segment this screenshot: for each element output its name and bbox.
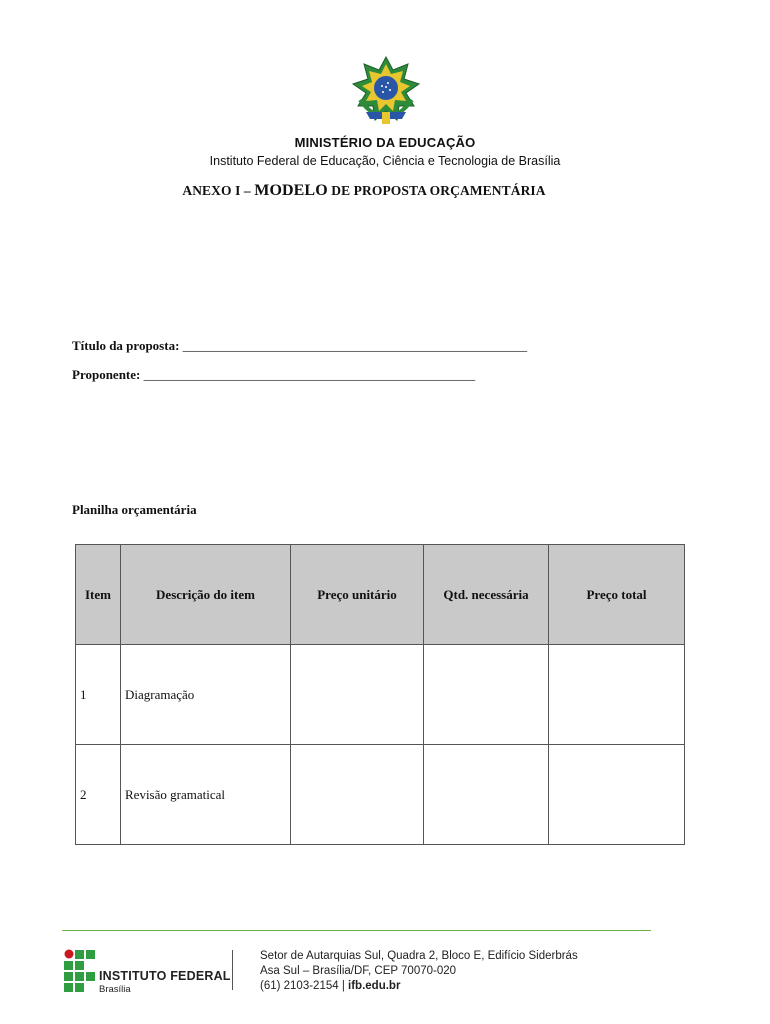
instituto-federal-logo-icon bbox=[64, 949, 96, 993]
proponent-field bbox=[72, 367, 475, 383]
proposal-title-label: Título da proposta: bbox=[72, 338, 183, 353]
footer-website-link[interactable]: ifb.edu.br bbox=[348, 980, 401, 992]
footer-contact-line bbox=[260, 980, 400, 992]
logo-institution-name: INSTITUTO FEDERAL bbox=[99, 969, 231, 983]
table-row bbox=[76, 745, 685, 845]
proposal-title-blank: _____________________________________________________ bbox=[182, 338, 528, 353]
cell-total bbox=[549, 645, 685, 745]
table-row bbox=[76, 645, 685, 745]
document-title bbox=[0, 182, 728, 200]
institute-name: Instituto Federal de Educação, Ciência e Tecnologia de Brasília bbox=[209, 154, 561, 168]
budget-sheet-heading: Planilha orçamentária bbox=[72, 502, 197, 517]
budget-table bbox=[75, 544, 685, 845]
table-header-row bbox=[76, 545, 685, 645]
cell-item: 1 bbox=[76, 645, 121, 745]
column-header-quantity: Qtd. necessária bbox=[424, 545, 549, 645]
proposal-title-field bbox=[72, 338, 527, 354]
annex-suffix: DE PROPOSTA ORÇAMENTÁRIA bbox=[327, 183, 546, 198]
footer-phone: (61) 2103-2154 | bbox=[260, 980, 349, 992]
cell-unit-price bbox=[291, 645, 424, 745]
column-header-description: Descrição do item bbox=[121, 545, 291, 645]
proponent-blank: ___________________________________________________ bbox=[143, 367, 476, 382]
cell-item: 2 bbox=[76, 745, 121, 845]
cell-quantity bbox=[424, 645, 549, 745]
cell-description: Diagramação bbox=[121, 645, 291, 745]
ministry-title: MINISTÉRIO DA EDUCAÇÃO bbox=[294, 135, 476, 150]
annex-emphasis: MODELO bbox=[254, 182, 328, 199]
footer-separator bbox=[232, 950, 233, 990]
cell-unit-price bbox=[291, 745, 424, 845]
cell-quantity bbox=[424, 745, 549, 845]
footer-address-line-2: Asa Sul – Brasília/DF, CEP 70070-020 bbox=[260, 965, 457, 977]
column-header-total-price: Preço total bbox=[549, 545, 685, 645]
footer-address-line-1: Setor de Autarquias Sul, Quadra 2, Bloco E, Edifício Siderbrás bbox=[260, 950, 578, 962]
annex-prefix: ANEXO I – bbox=[182, 183, 255, 198]
cell-total bbox=[549, 745, 685, 845]
column-header-unit-price: Preço unitário bbox=[291, 545, 424, 645]
proponent-label: Proponente: bbox=[72, 367, 144, 382]
coat-of-arms-emblem bbox=[352, 56, 420, 126]
logo-campus-name: Brasília bbox=[99, 984, 131, 995]
footer-divider bbox=[62, 930, 651, 931]
cell-description: Revisão gramatical bbox=[121, 745, 291, 845]
column-header-item: Item bbox=[76, 545, 121, 645]
